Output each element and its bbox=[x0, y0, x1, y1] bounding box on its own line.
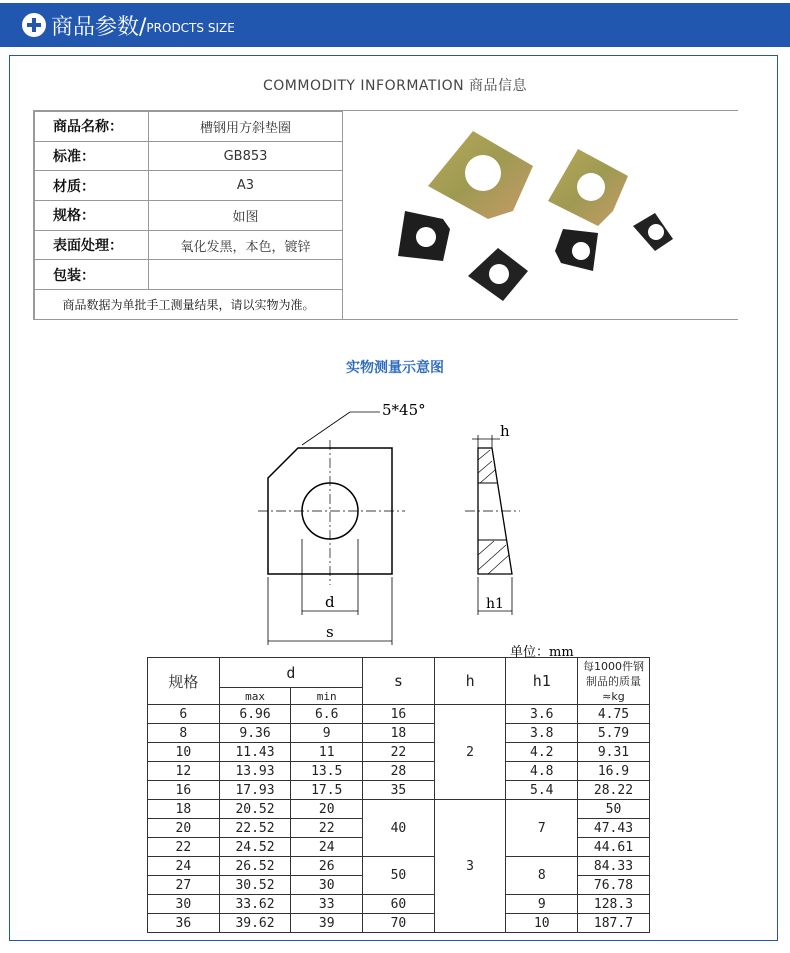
cell-d-max: 33.62 bbox=[219, 895, 291, 914]
cell-mass: 50 bbox=[578, 800, 650, 819]
cell-spec: 22 bbox=[148, 838, 220, 857]
info-key: 材质： bbox=[35, 171, 149, 201]
cell-d-max: 20.52 bbox=[219, 800, 291, 819]
table-row bbox=[148, 895, 650, 914]
cell-d-max: 9.36 bbox=[219, 724, 291, 743]
table-row bbox=[148, 781, 650, 800]
plus-circle-icon bbox=[22, 13, 46, 37]
cell-mass: 4.75 bbox=[578, 705, 650, 724]
cell-d-min: 39 bbox=[291, 914, 363, 933]
info-key: 标准： bbox=[35, 141, 149, 171]
cell-spec: 36 bbox=[148, 914, 220, 933]
cell-h1: 10 bbox=[506, 914, 578, 933]
cell-s: 70 bbox=[363, 914, 435, 933]
cell-h: 3 bbox=[434, 800, 506, 933]
header-h: h bbox=[434, 658, 506, 705]
cell-d-min: 11 bbox=[291, 743, 363, 762]
cell-d-min: 30 bbox=[291, 876, 363, 895]
header-d: d bbox=[219, 658, 362, 688]
product-photo bbox=[343, 111, 738, 319]
cell-d-max: 17.93 bbox=[219, 781, 291, 800]
header-max: max bbox=[219, 688, 291, 705]
s-label: s bbox=[326, 623, 334, 641]
info-value: 氧化发黑，本色，镀锌 bbox=[149, 230, 343, 260]
cell-s: 22 bbox=[363, 743, 435, 762]
cell-spec: 18 bbox=[148, 800, 220, 819]
cell-spec: 12 bbox=[148, 762, 220, 781]
cell-mass: 187.7 bbox=[578, 914, 650, 933]
cell-d-min: 9 bbox=[291, 724, 363, 743]
cell-spec: 27 bbox=[148, 876, 220, 895]
cell-mass: 76.78 bbox=[578, 876, 650, 895]
cell-s: 60 bbox=[363, 895, 435, 914]
info-key: 包装： bbox=[35, 260, 149, 290]
cell-mass: 47.43 bbox=[578, 819, 650, 838]
table-row bbox=[148, 800, 650, 819]
cell-spec: 6 bbox=[148, 705, 220, 724]
cell-d-max: 39.62 bbox=[219, 914, 291, 933]
table-row bbox=[148, 914, 650, 933]
section-header bbox=[0, 3, 790, 47]
header-s: s bbox=[363, 658, 435, 705]
cell-spec: 24 bbox=[148, 857, 220, 876]
cell-mass: 84.33 bbox=[578, 857, 650, 876]
cell-mass: 9.31 bbox=[578, 743, 650, 762]
section-title: 商品参数/ bbox=[51, 14, 147, 40]
cell-s: 16 bbox=[363, 705, 435, 724]
cell-d-max: 11.43 bbox=[219, 743, 291, 762]
product-info bbox=[33, 110, 738, 320]
cell-mass: 28.22 bbox=[578, 781, 650, 800]
cell-h: 2 bbox=[434, 705, 506, 800]
info-row bbox=[35, 171, 343, 201]
info-key: 表面处理： bbox=[35, 230, 149, 260]
cell-d-min: 20 bbox=[291, 800, 363, 819]
measurement-diagram bbox=[250, 395, 530, 650]
cell-d-max: 22.52 bbox=[219, 819, 291, 838]
header-h1: h1 bbox=[506, 658, 578, 705]
cell-d-max: 30.52 bbox=[219, 876, 291, 895]
table-row bbox=[148, 705, 650, 724]
cell-d-min: 17.5 bbox=[291, 781, 363, 800]
diagram-title: 实物测量示意图 bbox=[346, 360, 444, 376]
table-row bbox=[148, 762, 650, 781]
cell-spec: 16 bbox=[148, 781, 220, 800]
cell-s: 40 bbox=[363, 800, 435, 857]
info-row bbox=[35, 230, 343, 260]
cell-mass: 44.61 bbox=[578, 838, 650, 857]
cell-mass: 16.9 bbox=[578, 762, 650, 781]
header-mass: 每1000件钢制品的质量≈kg bbox=[578, 658, 650, 705]
info-value bbox=[149, 260, 343, 290]
section-subtitle: PRODCTS SIZE bbox=[146, 21, 235, 35]
info-value: 如图 bbox=[149, 201, 343, 231]
cell-d-max: 6.96 bbox=[219, 705, 291, 724]
cell-s: 28 bbox=[363, 762, 435, 781]
cell-s: 50 bbox=[363, 857, 435, 895]
cell-mass: 5.79 bbox=[578, 724, 650, 743]
cell-d-min: 22 bbox=[291, 819, 363, 838]
h-label: h bbox=[500, 422, 510, 440]
cell-d-min: 13.5 bbox=[291, 762, 363, 781]
info-row bbox=[35, 112, 343, 142]
d-label: d bbox=[325, 593, 335, 611]
cell-h1: 3.8 bbox=[506, 724, 578, 743]
commodity-title: COMMODITY INFORMATION 商品信息 bbox=[262, 78, 528, 94]
info-key: 商品名称： bbox=[35, 112, 149, 142]
info-row bbox=[35, 201, 343, 231]
info-row bbox=[35, 260, 343, 290]
cell-s: 18 bbox=[363, 724, 435, 743]
header-min: min bbox=[291, 688, 363, 705]
spec-table bbox=[147, 657, 650, 933]
cell-h1: 3.6 bbox=[506, 705, 578, 724]
cell-d-max: 26.52 bbox=[219, 857, 291, 876]
unit-label: 单位：mm bbox=[510, 645, 574, 660]
cell-d-min: 6.6 bbox=[291, 705, 363, 724]
table-row bbox=[148, 743, 650, 762]
cell-d-min: 24 bbox=[291, 838, 363, 857]
cell-h1: 9 bbox=[506, 895, 578, 914]
cell-h1: 5.4 bbox=[506, 781, 578, 800]
h1-label: h1 bbox=[486, 596, 504, 612]
chamfer-label: 5*45° bbox=[382, 401, 426, 419]
cell-d-max: 13.93 bbox=[219, 762, 291, 781]
cell-h1: 4.8 bbox=[506, 762, 578, 781]
info-value: A3 bbox=[149, 171, 343, 201]
info-key: 规格： bbox=[35, 201, 149, 231]
cell-d-min: 33 bbox=[291, 895, 363, 914]
cell-mass: 128.3 bbox=[578, 895, 650, 914]
cell-spec: 30 bbox=[148, 895, 220, 914]
cell-h1: 7 bbox=[506, 800, 578, 857]
info-row bbox=[35, 141, 343, 171]
cell-h1: 8 bbox=[506, 857, 578, 895]
cell-spec: 10 bbox=[148, 743, 220, 762]
info-value: GB853 bbox=[149, 141, 343, 171]
cell-spec: 20 bbox=[148, 819, 220, 838]
cell-d-min: 26 bbox=[291, 857, 363, 876]
cell-s: 35 bbox=[363, 781, 435, 800]
table-row bbox=[148, 857, 650, 876]
info-value: 槽钢用方斜垫圈 bbox=[149, 112, 343, 142]
cell-h1: 4.2 bbox=[506, 743, 578, 762]
measurement-note: 商品数据为单批手工测量结果，请以实物为准。 bbox=[35, 290, 343, 320]
cell-d-max: 24.52 bbox=[219, 838, 291, 857]
table-row bbox=[148, 724, 650, 743]
cell-spec: 8 bbox=[148, 724, 220, 743]
header-spec: 规格 bbox=[148, 658, 220, 705]
